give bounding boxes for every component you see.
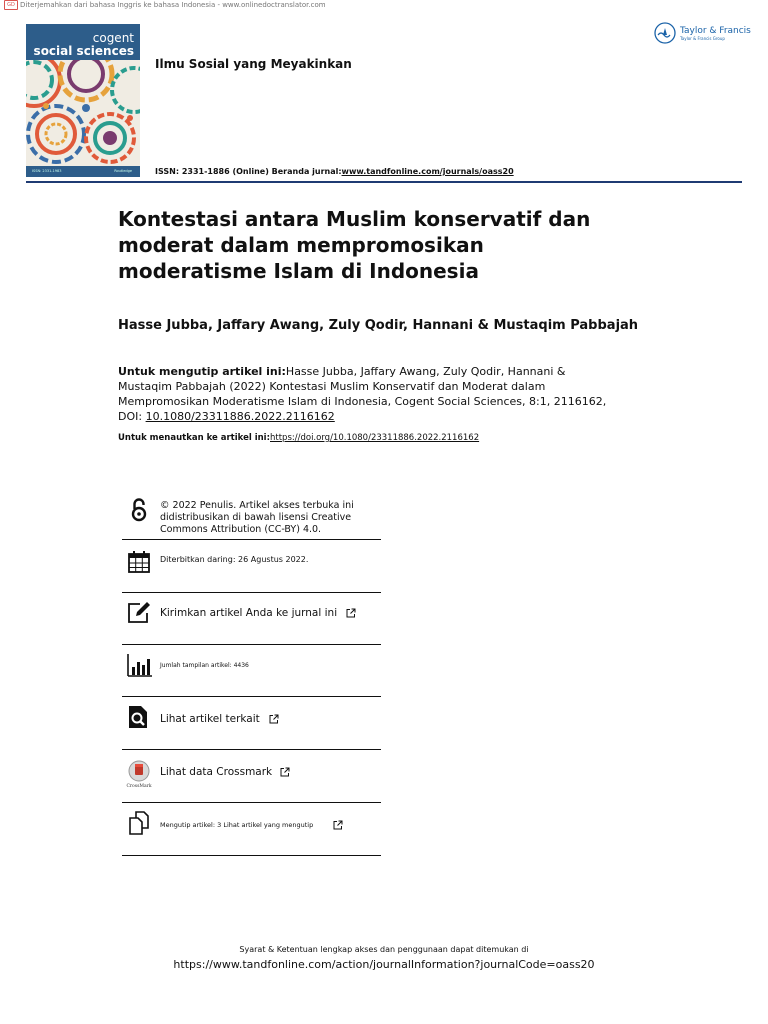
related-link[interactable]: Lihat artikel terkait bbox=[160, 713, 260, 725]
footer-terms-link[interactable]: https://www.tandfonline.com/action/journalInformation?journalCode=oass20 bbox=[173, 958, 595, 971]
citation-block bbox=[118, 364, 618, 424]
crossmark-icon bbox=[126, 759, 152, 789]
edit-icon bbox=[126, 600, 152, 626]
journal-cover bbox=[26, 24, 140, 177]
cover-brand: cogent bbox=[92, 31, 134, 45]
cover-footer bbox=[26, 166, 140, 177]
views-text: Jumlah tampilan artikel: 4436 bbox=[160, 662, 249, 669]
crossmark-caption: CrossMark bbox=[126, 784, 152, 789]
external-link-icon bbox=[333, 820, 343, 830]
journal-tagline: Ilmu Sosial yang Meyakinkan bbox=[155, 57, 352, 71]
doi-link[interactable]: https://doi.org/10.1080/23311886.2022.2116162 bbox=[270, 433, 480, 443]
citation-label: Untuk mengutip artikel ini: bbox=[118, 365, 286, 378]
publisher-logo[interactable] bbox=[654, 22, 751, 44]
translator-banner bbox=[4, 0, 326, 10]
citation-doi-link[interactable]: 10.1080/23311886.2022.2116162 bbox=[145, 410, 335, 423]
publisher-logo-icon bbox=[654, 22, 676, 44]
license-text: © 2022 Penulis. Artikel akses terbuka ini didistribusikan di bawah lisensi Creative Commons Attribution (CC-BY) 4.0. bbox=[160, 500, 354, 535]
crossmark-item[interactable] bbox=[122, 749, 381, 803]
open-access-icon bbox=[126, 497, 152, 523]
cover-subject: social sciences bbox=[33, 44, 134, 58]
translator-logo-icon: GD bbox=[4, 0, 18, 10]
views-item bbox=[122, 644, 381, 697]
related-articles-icon bbox=[126, 704, 152, 730]
external-link-icon bbox=[280, 767, 290, 777]
citing-link[interactable]: Mengutip artikel: 3 Lihat artikel yang mengutip bbox=[160, 821, 314, 829]
published-text: Diterbitkan daring: 26 Agustus 2022. bbox=[160, 555, 309, 564]
submit-link[interactable]: Kirimkan artikel Anda ke jurnal ini bbox=[160, 607, 338, 619]
citation-text: Hasse Jubba, Jaffary Awang, Zuly Qodir, Hannani & Mustaqim Pabbajah (2022) Kontestasi Muslim Konservatif dan Moderat dalam Mempromosikan Moderatisme Islam di Indonesia, Cogent Social Sciences, 8:1, 2116162, DOI: bbox=[118, 365, 607, 423]
calendar-icon bbox=[126, 549, 152, 575]
related-row bbox=[160, 713, 279, 725]
bar-chart-icon bbox=[126, 652, 152, 678]
submit-row bbox=[160, 607, 356, 619]
article-authors: Hasse Jubba, Jaffary Awang, Zuly Qodir, Hannani & Mustaqim Pabbajah bbox=[118, 318, 639, 333]
citing-articles-icon bbox=[126, 810, 152, 836]
crossmark-row bbox=[160, 766, 290, 778]
cover-art-icon bbox=[26, 60, 140, 166]
issn-line bbox=[155, 167, 514, 176]
submit-item[interactable] bbox=[122, 592, 381, 645]
header-divider bbox=[26, 181, 742, 183]
cover-publisher: Routledge bbox=[114, 169, 132, 173]
citing-item[interactable] bbox=[122, 802, 381, 856]
publisher-name: Taylor & Francis bbox=[680, 25, 751, 36]
footer-terms: Syarat & Ketentuan lengkap akses dan penggunaan dapat ditemukan di bbox=[239, 945, 529, 954]
published-item bbox=[122, 539, 381, 593]
link-label: Untuk menautkan ke artikel ini: bbox=[118, 433, 270, 443]
license-item bbox=[122, 497, 381, 540]
publisher-group: Taylor & Francis Group bbox=[680, 35, 725, 41]
cover-issn: ISSN: 2331-1983 bbox=[32, 169, 62, 173]
cover-artwork bbox=[26, 60, 140, 166]
crossmark-link[interactable]: Lihat data Crossmark bbox=[160, 766, 273, 778]
citing-row bbox=[160, 820, 343, 830]
issn-text: ISSN: 2331-1886 (Online) Beranda jurnal: bbox=[155, 167, 342, 176]
external-link-icon bbox=[269, 714, 279, 724]
external-link-icon bbox=[346, 608, 356, 618]
article-title: Kontestasi antara Muslim konservatif dan moderat dalam mempromosikan moderatisme Islam di Indonesia bbox=[118, 207, 591, 283]
related-item[interactable] bbox=[122, 696, 381, 750]
journal-homepage-link[interactable]: www.tandfonline.com/journals/oass20 bbox=[341, 167, 514, 176]
translator-text: Diterjemahkan dari bahasa Inggris ke bahasa Indonesia - www.onlinedoctranslator.com bbox=[20, 1, 326, 9]
article-link-line bbox=[118, 433, 479, 443]
